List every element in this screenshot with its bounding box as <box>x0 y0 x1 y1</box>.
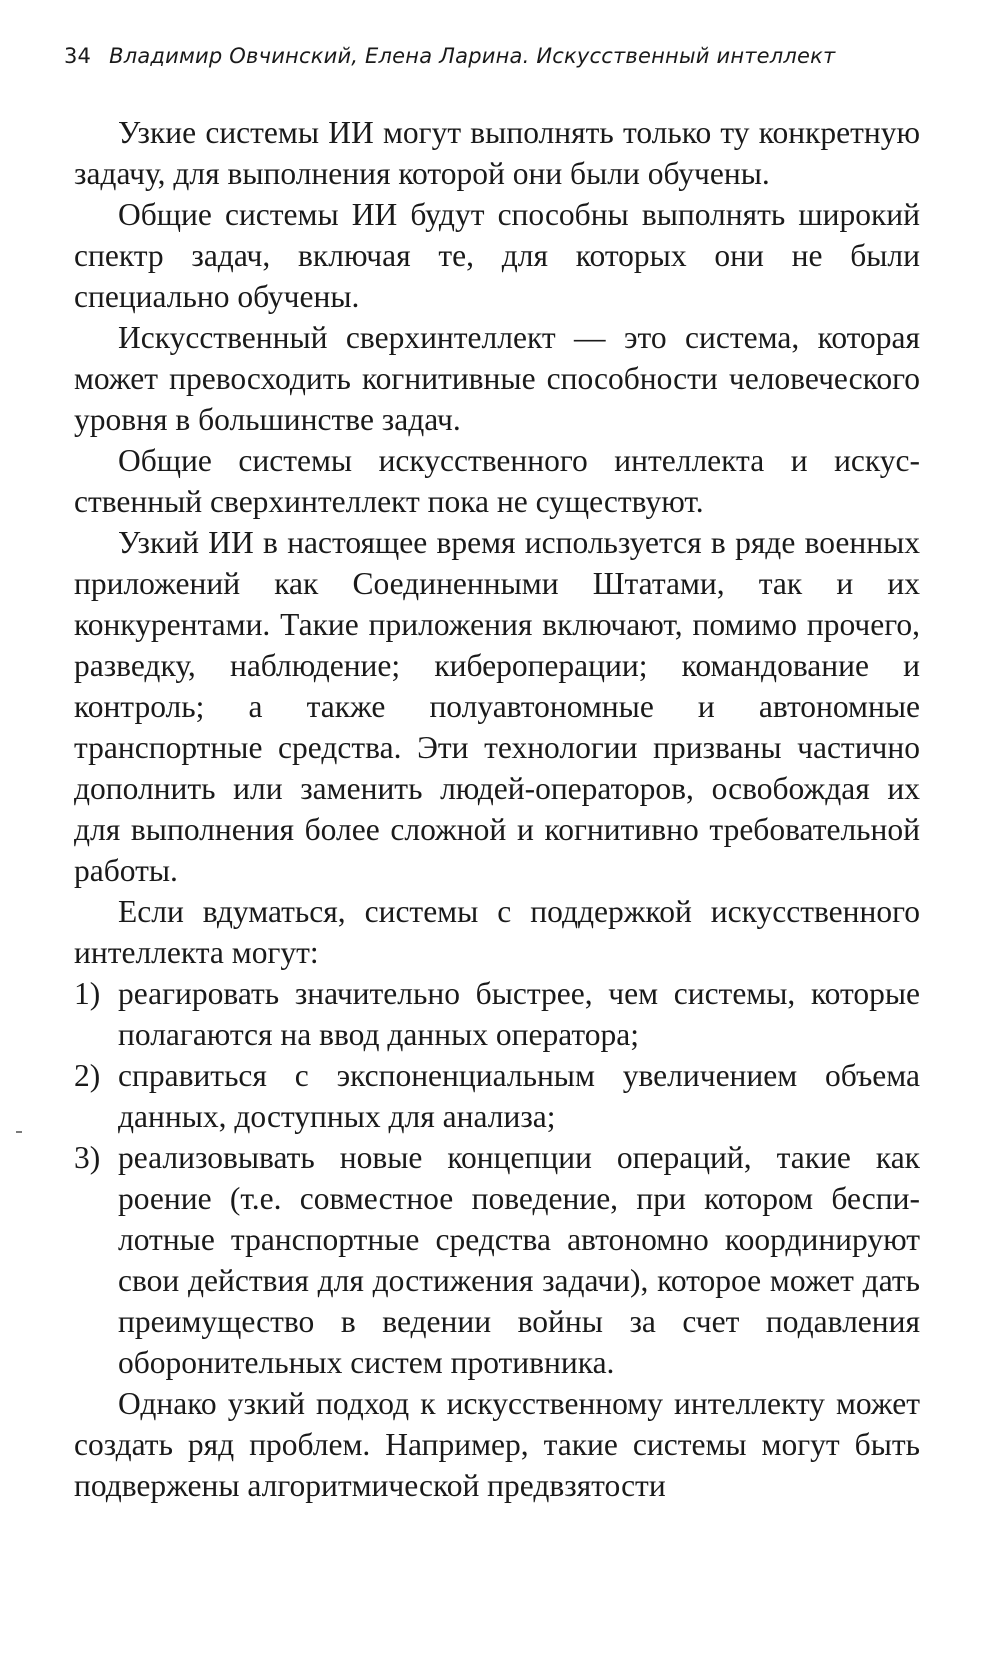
paragraph-general-ai: Общие системы ИИ будут способны выполнять широкий спектр задач, включая те, для которых они не были специально обучены. <box>74 197 920 314</box>
list-item-text: реализовывать новые концепции операций, такие как роение (т.е. совместное поведение, при котором беспилотные транспортные средства автономно координируют свои действия для достижения задачи), которое может дать преимущество в ведении войны за счет подавления оборонительных систем противника. <box>118 1140 920 1380</box>
page-number: 34 <box>64 44 92 68</box>
list-item-text: справиться с экспоненциальным увеличением объема данных, доступных для анализа; <box>118 1058 920 1134</box>
paragraph-superintelligence: Искусственный сверхинтеллект — это система, которая может превосходить когнитивные способности человеческого уровня в большинстве задач. <box>74 320 920 437</box>
paragraph-list-intro: Если вдуматься, системы с поддержкой искусственного интеллекта могут: <box>74 894 920 970</box>
paragraph-military-applications: Узкий ИИ в настоящее время используется в ряде военных приложений как Соединенными Штатами, так и их конкурентами. Такие приложения включают, помимо прочего, разведку, наблюдение; кибероперации; командование и контроль; а также полуавтономные и автономные транспортные средства. Эти технологии призваны частично дополнить или заменить людей-операторов, освобождая их для выполнения более сложной и когнитивно требовательной работы. <box>74 525 920 888</box>
body-text <box>74 112 920 1506</box>
running-title: Владимир Овчинский, Елена Ларина. Искусственный интеллект <box>109 44 836 68</box>
list-marker: 2) <box>74 1058 101 1093</box>
running-header <box>64 44 944 68</box>
list-item <box>74 1055 920 1137</box>
list-item <box>74 973 920 1055</box>
list-item <box>74 1137 920 1383</box>
paragraph-closing: Однако узкий подход к искусственному интеллекту может создать ряд проблем. Например, такие системы могут быть подвержены алгоритмической предвзятости <box>74 1386 920 1503</box>
capabilities-list <box>74 973 920 1383</box>
list-marker: 1) <box>74 976 101 1011</box>
list-item-text: реагировать значительно быстрее, чем системы, которые полагаются на ввод данных оператора; <box>118 976 920 1052</box>
list-marker: 3) <box>74 1140 101 1175</box>
paragraph-narrow-ai: Узкие системы ИИ могут выполнять только ту конкретную задачу, для выполнения которой они были обучены. <box>74 115 920 191</box>
scan-edge-mark <box>16 1131 22 1133</box>
paragraph-not-exist: Общие системы искусственного интеллекта и искусственный сверхинтеллект пока не существуют. <box>74 443 920 519</box>
